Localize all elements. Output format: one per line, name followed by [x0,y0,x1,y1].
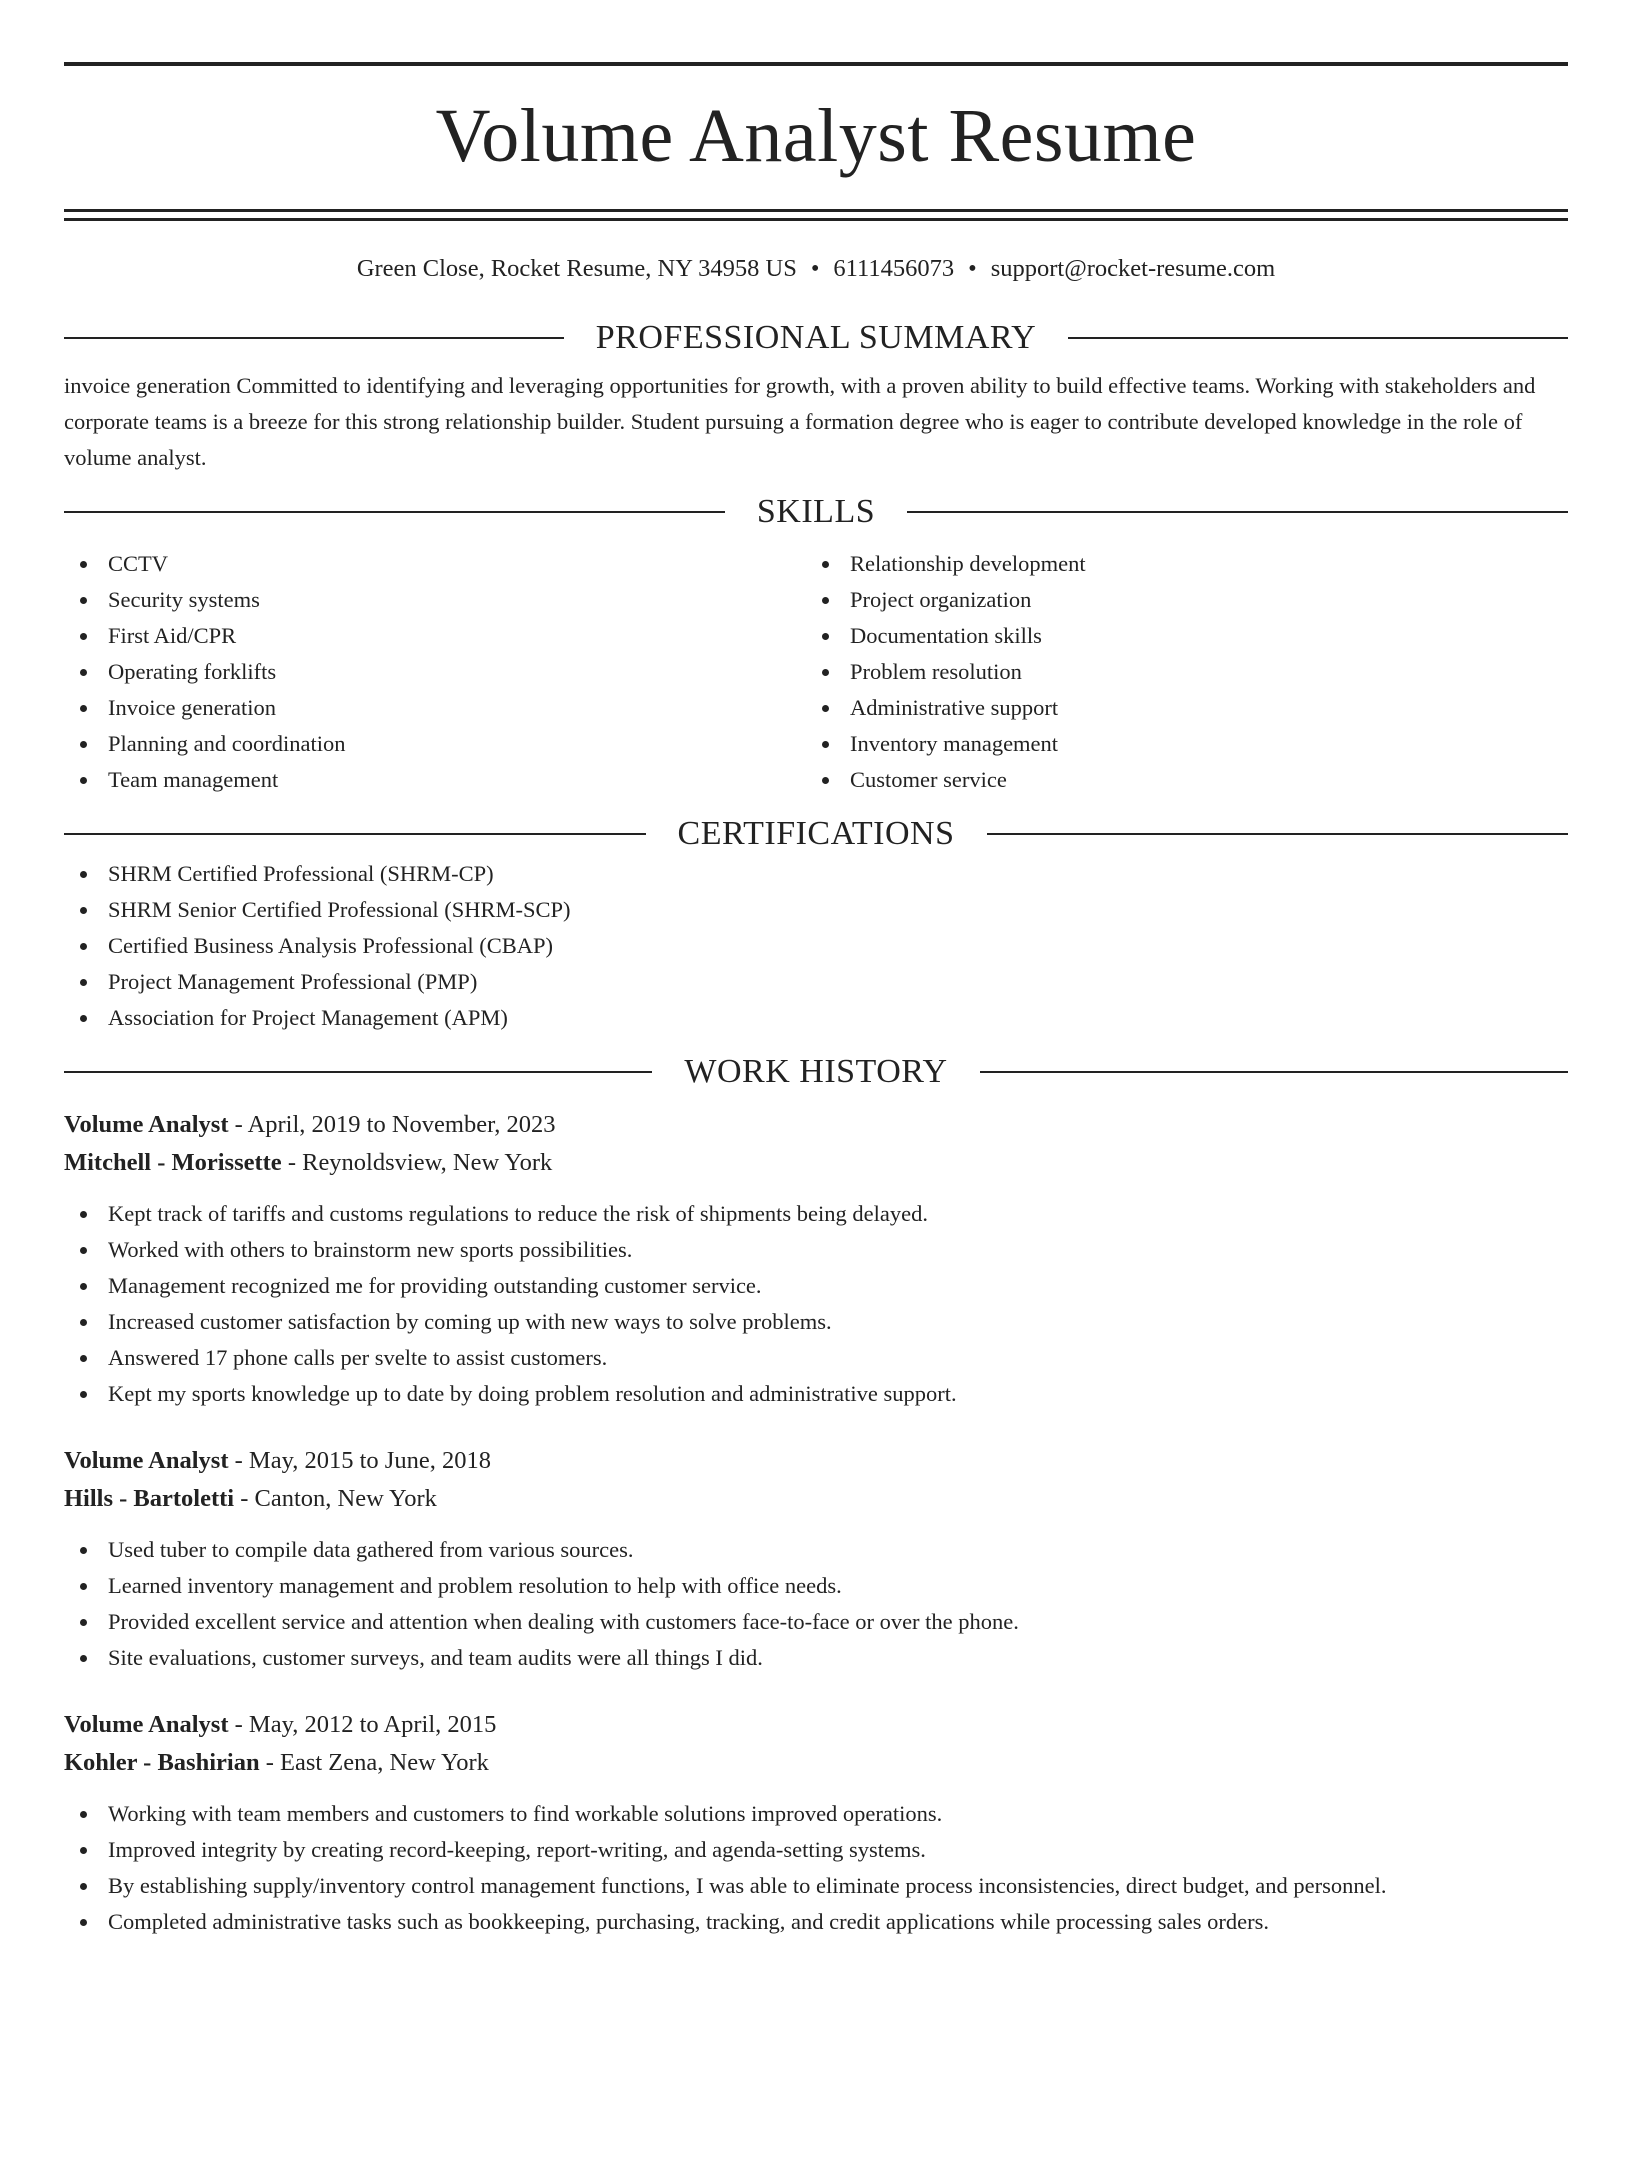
job-dates: - May, 2015 to June, 2018 [228,1447,491,1474]
skill-item: Project organization [806,582,1548,618]
job-duties-list [64,1796,1568,1940]
job-duty: Worked with others to brainstorm new sports possibilities. [64,1232,1568,1268]
job-location: - East Zena, New York [259,1749,489,1776]
skills-list-left [64,546,806,798]
certification-item: SHRM Senior Certified Professional (SHRM-SCP) [64,892,1568,928]
job-entry [64,1442,1568,1676]
section-header-summary [64,316,1568,360]
contact-phone: 6111456073 [833,255,955,282]
skill-item: Relationship development [806,546,1548,582]
section-title-skills: SKILLS [756,493,876,530]
certification-item: Association for Project Management (APM) [64,1000,1568,1036]
job-duty: Used tuber to compile data gathered from various sources. [64,1532,1568,1568]
skill-item: Planning and coordination [64,726,806,762]
contact-separator: • [810,255,820,282]
skill-item: Security systems [64,582,806,618]
contact-address: Green Close, Rocket Resume, NY 34958 US [356,255,797,282]
section-rule [987,833,1569,835]
job-duty: Learned inventory management and problem resolution to help with office needs. [64,1568,1568,1604]
job-company: Kohler - Bashirian [64,1749,260,1776]
job-role-line [64,1442,1568,1480]
job-dates: - April, 2019 to November, 2023 [228,1111,556,1138]
job-role: Volume Analyst [64,1111,229,1138]
skill-item: Customer service [806,762,1548,798]
job-duty: Management recognized me for providing outstanding customer service. [64,1268,1568,1304]
job-company: Mitchell - Morissette [64,1149,282,1176]
job-role-line [64,1106,1568,1144]
resume-title: Volume Analyst Resume [435,94,1197,178]
job-duty: Working with team members and customers to find workable solutions improved operations. [64,1796,1568,1832]
job-location: - Reynoldsview, New York [281,1149,553,1176]
summary-text: invoice generation Committed to identifying and leveraging opportunities for growth, with a proven ability to build effective teams. Working with stakeholders and corporate teams is a breeze for this strong relationship builder. Student pursuing a formation degree who is eager to contribute developed knowledge in the role of volume analyst. [64,373,1536,470]
top-rule [64,62,1568,66]
skill-item: Team management [64,762,806,798]
job-duty: Kept my sports knowledge up to date by doing problem resolution and administrative support. [64,1376,1568,1412]
section-title-work-history: WORK HISTORY [684,1053,948,1090]
job-duty: By establishing supply/inventory control management functions, I was able to eliminate process inconsistencies, direct budget, and personnel. [64,1868,1568,1904]
job-duty: Completed administrative tasks such as bookkeeping, purchasing, tracking, and credit applications while processing sales orders. [64,1904,1568,1940]
title-double-rule [64,209,1568,221]
resume-page [0,62,1632,2174]
contact-line [64,253,1568,285]
job-role: Volume Analyst [64,1711,229,1738]
contact-separator: • [968,255,977,282]
job-duties-list [64,1532,1568,1676]
job-company: Hills - Bartoletti [64,1485,235,1512]
job-duty: Improved integrity by creating record-keeping, report-writing, and agenda-setting systems. [64,1832,1568,1868]
job-role: Volume Analyst [64,1447,229,1474]
section-rule [64,1071,652,1073]
job-duty: Kept track of tariffs and customs regulations to reduce the risk of shipments being delayed. [64,1196,1568,1232]
job-entry [64,1106,1568,1412]
section-header-work-history [64,1050,1568,1094]
job-company-line [64,1744,1568,1782]
section-header-skills [64,490,1568,534]
contact-email: support@rocket-resume.com [990,255,1276,282]
skill-item: Inventory management [806,726,1548,762]
job-dates: - May, 2012 to April, 2015 [228,1711,497,1738]
skills-list-right [806,546,1548,798]
section-title-summary: PROFESSIONAL SUMMARY [595,319,1037,356]
section-title-certifications: CERTIFICATIONS [677,815,955,852]
job-company-line [64,1480,1568,1518]
certification-item: SHRM Certified Professional (SHRM-CP) [64,856,1568,892]
job-company-line [64,1144,1568,1182]
skill-item: Problem resolution [806,654,1548,690]
job-duties-list [64,1196,1568,1412]
job-entry [64,1706,1568,1940]
skill-item: Invoice generation [64,690,806,726]
section-rule [64,833,646,835]
section-header-certifications [64,812,1568,856]
section-rule [64,511,725,513]
skill-item: Operating forklifts [64,654,806,690]
section-rule [64,337,564,339]
skill-item: Administrative support [806,690,1548,726]
job-duty: Answered 17 phone calls per svelte to assist customers. [64,1340,1568,1376]
skills-grid [64,546,1568,798]
job-duty: Provided excellent service and attention when dealing with customers face-to-face or over the phone. [64,1604,1568,1640]
skill-item: Documentation skills [806,618,1548,654]
certification-item: Certified Business Analysis Professional (CBAP) [64,928,1568,964]
job-duty: Increased customer satisfaction by coming up with new ways to solve problems. [64,1304,1568,1340]
skill-item: First Aid/CPR [64,618,806,654]
certifications-list [64,856,1568,1036]
certification-item: Project Management Professional (PMP) [64,964,1568,1000]
section-rule [1068,337,1568,339]
job-duty: Site evaluations, customer surveys, and team audits were all things I did. [64,1640,1568,1676]
job-role-line [64,1706,1568,1744]
section-rule [907,511,1568,513]
skill-item: CCTV [64,546,806,582]
job-location: - Canton, New York [234,1485,437,1512]
section-rule [980,1071,1568,1073]
